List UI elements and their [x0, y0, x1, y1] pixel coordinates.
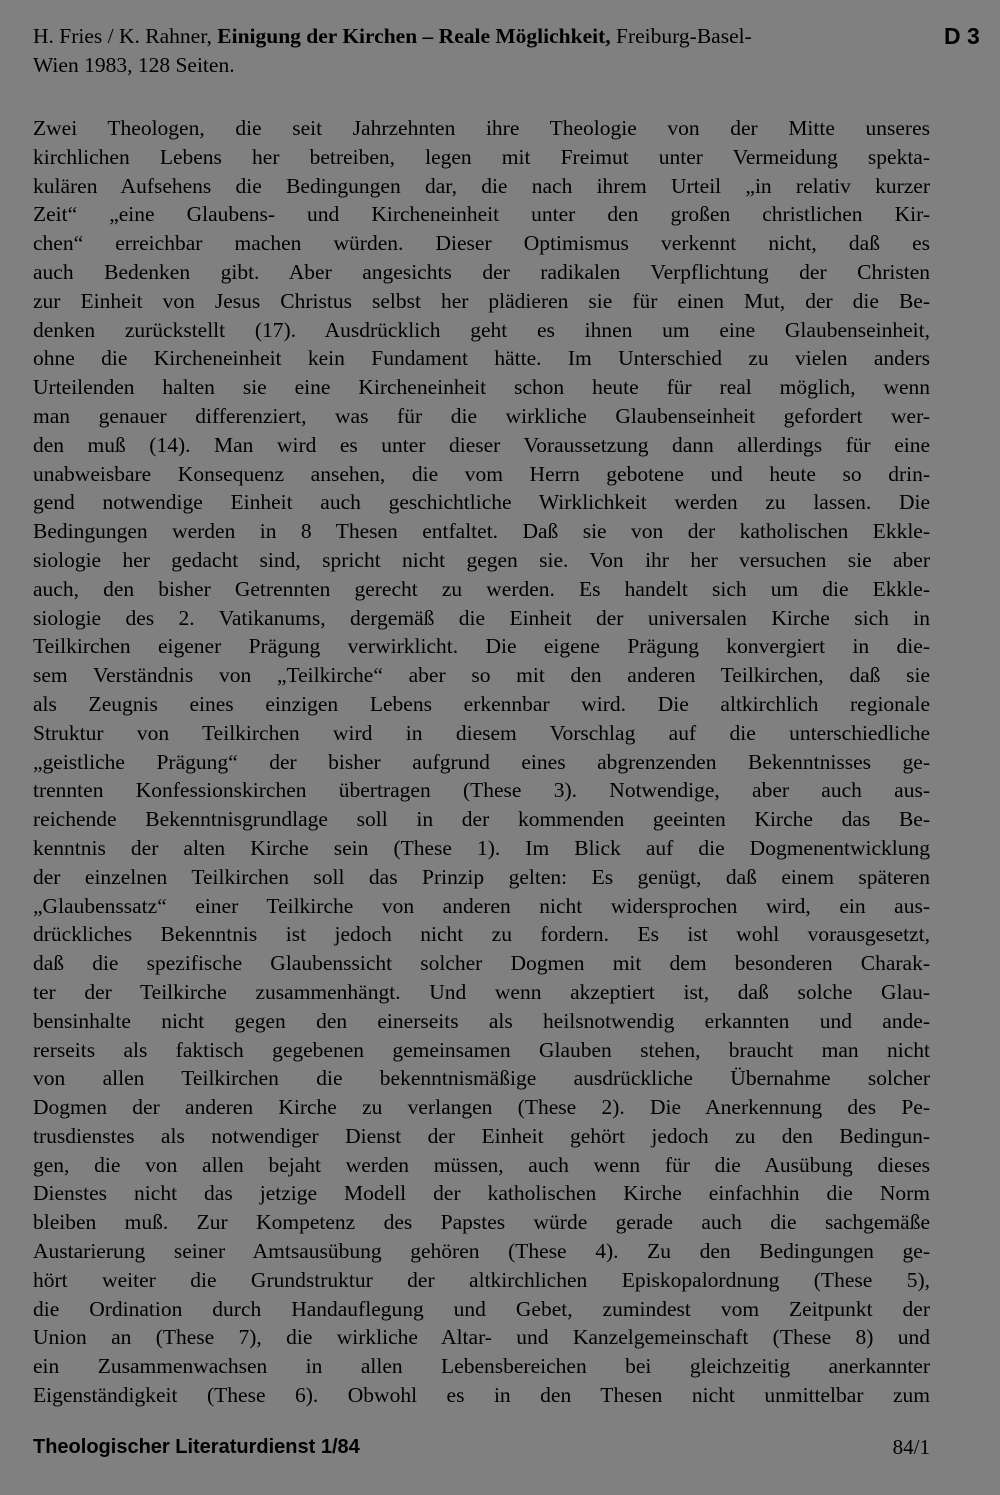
page-number: 84/1 — [892, 1435, 930, 1459]
text-line: zur Einheit von Jesus Christus selbst her plädieren sie für einen Mut, der die Be- — [33, 288, 930, 313]
text-line: von allen Teilkirchen die bekenntnismäßige ausdrückliche Übernahme solcher — [33, 1066, 930, 1091]
text-line: auch, den bisher Getrennten gerecht zu werden. Es handelt sich um die Ekkle- — [33, 576, 930, 601]
text-line: reichende Bekenntnisgrundlage soll in der kommenden geeinten Kirche das Be- — [33, 807, 930, 832]
text-line: unabweisbare Konsequenz ansehen, die vom Herrn gebotene und heute so drin- — [33, 461, 930, 486]
text-line: als Zeugnis eines einzigen Lebens erkennbar wird. Die altkirchlich regionale — [33, 691, 930, 716]
text-line: Zwei Theologen, die seit Jahrzehnten ihre Theologie von der Mitte unseres — [33, 116, 930, 140]
text-line: bleiben muß. Zur Kompetenz des Papstes würde gerade auch die sachgemäße — [33, 1210, 930, 1235]
text-line: Struktur von Teilkirchen wird in diesem Vorschlag auf die unterschiedliche — [33, 720, 930, 745]
journal-footer: Theologischer Literaturdienst 1/84 — [33, 1436, 360, 1458]
text-line: kirchlichen Lebens her betreiben, legen mit Freimut unter Vermeidung spekta- — [33, 144, 930, 169]
text-line: hört weiter die Grundstruktur der altkirchlichen Episkopalordnung (These 5), — [33, 1267, 930, 1292]
text-line: siologie des 2. Vatikanums, dergemäß die Einheit der universalen Kirche sich in — [33, 605, 930, 630]
text-line: kulären Aufsehens die Bedingungen dar, die nach ihrem Urteil „in relativ kurzer — [33, 173, 930, 198]
text-line: Austarierung seiner Amtsausübung gehören (These 4). Zu den Bedingungen ge- — [33, 1239, 930, 1264]
text-line: trennten Konfessionskirchen übertragen (These 3). Notwendige, aber auch aus- — [33, 778, 930, 803]
text-line: Urteilenden halten sie eine Kircheneinheit schon heute für real möglich, wenn — [33, 375, 930, 400]
text-line: der einzelnen Teilkirchen soll das Prinzip gelten: Es genügt, daß einem späteren — [33, 864, 930, 889]
text-line: sem Verständnis von „Teilkirche“ aber so mit den anderen Teilkirchen, daß sie — [33, 663, 930, 688]
bibliographic-header — [33, 22, 938, 80]
text-line: ein Zusammenwachsen in allen Lebensbereichen bei gleichzeitig anerkannter — [33, 1354, 930, 1379]
text-line: die Ordination durch Handauflegung und Gebet, zumindest vom Zeitpunkt der — [33, 1296, 930, 1321]
text-line: gend notwendige Einheit auch geschichtliche Wirklichkeit werden zu lassen. Die — [33, 490, 930, 515]
section-code: D 3 — [944, 23, 980, 49]
text-line: auch Bedenken gibt. Aber angesichts der radikalen Verpflichtung der Christen — [33, 259, 930, 284]
text-line: Dogmen der anderen Kirche zu verlangen (These 2). Die Anerkennung des Pe- — [33, 1095, 930, 1120]
review-text — [33, 114, 930, 1410]
text-line: Union an (These 7), die wirkliche Altar- und Kanzelgemeinschaft (These 8) und — [33, 1325, 930, 1350]
text-line: den muß (14). Man wird es unter dieser Voraussetzung dann allerdings für eine — [33, 432, 930, 457]
publication-place: Freiburg-Basel- — [610, 24, 752, 48]
text-line: Zeit“ „eine Glaubens- und Kircheneinheit unter den großen christlichen Kir- — [33, 202, 930, 227]
publication-details: Wien 1983, 128 Seiten. — [33, 53, 235, 77]
book-title: Einigung der Kirchen – Reale Möglichkeit, — [217, 24, 611, 48]
text-line: Eigenständigkeit (These 6). Obwohl es in den Thesen nicht unmittelbar zum — [33, 1383, 930, 1408]
authors: H. Fries / K. Rahner, — [33, 24, 218, 48]
text-line: chen“ erreichbar machen würden. Dieser Optimismus verkennt nicht, daß es — [33, 231, 930, 256]
text-line: trusdienstes als notwendiger Dienst der Einheit gehört jedoch zu den Bedingun- — [33, 1123, 930, 1148]
text-line: bensinhalte nicht gegen den einerseits als heilsnotwendig erkannten und ande- — [33, 1008, 930, 1033]
text-line: man genauer differenziert, was für die wirkliche Glaubenseinheit gefordert wer- — [33, 403, 930, 428]
text-line: ter der Teilkirche zusammenhängt. Und wenn akzeptiert ist, daß solche Glau- — [33, 979, 930, 1004]
text-line: gen, die von allen bejaht werden müssen, auch wenn für die Ausübung dieses — [33, 1152, 930, 1177]
text-line: denken zurückstellt (17). Ausdrücklich geht es ihnen um eine Glaubenseinheit, — [33, 317, 930, 342]
text-line: daß die spezifische Glaubenssicht solcher Dogmen mit dem besonderen Charak- — [33, 951, 930, 976]
text-line: Teilkirchen eigener Prägung verwirklicht. Die eigene Prägung konvergiert in die- — [33, 634, 930, 659]
text-line: ohne die Kircheneinheit kein Fundament hätte. Im Unterschied zu vielen anders — [33, 346, 930, 371]
text-line: „geistliche Prägung“ der bisher aufgrund eines abgrenzenden Bekenntnisses ge- — [33, 749, 930, 774]
text-line: siologie her gedacht sind, spricht nicht gegen sie. Von ihr her versuchen sie aber — [33, 547, 930, 572]
text-line: Dienstes nicht das jetzige Modell der katholischen Kirche einfachhin die Norm — [33, 1181, 930, 1206]
text-line: Bedingungen werden in 8 Thesen entfaltet. Daß sie von der katholischen Ekkle- — [33, 519, 930, 544]
text-line: rerseits als faktisch gegebenen gemeinsamen Glauben stehen, braucht man nicht — [33, 1037, 930, 1062]
text-line: drückliches Bekenntnis ist jedoch nicht zu fordern. Es ist wohl vorausgesetzt, — [33, 922, 930, 947]
text-line: „Glaubenssatz“ einer Teilkirche von anderen nicht widersprochen wird, ein aus- — [33, 893, 930, 918]
text-line: kenntnis der alten Kirche sein (These 1). Im Blick auf die Dogmenentwicklung — [33, 835, 930, 860]
